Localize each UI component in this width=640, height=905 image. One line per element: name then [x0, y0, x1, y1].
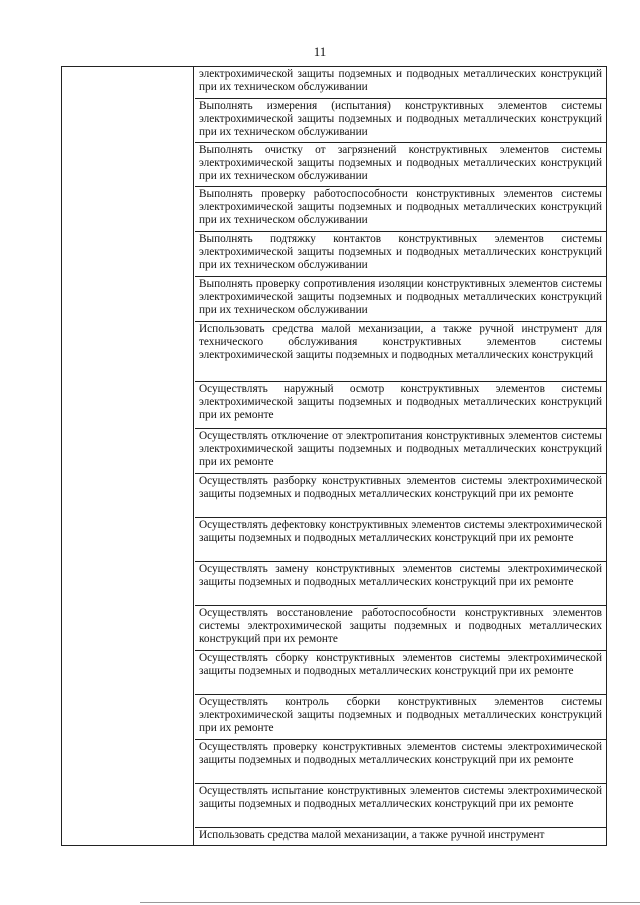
table-row: Осуществлять контроль сборки конструктивных элементов системы электрохимической защиты подземных и подводных металлических конструкций при их ремонте: [195, 695, 606, 740]
table-row: Использовать средства малой механизации, а также ручной инструмент для технического обслуживания конструктивных элементов системы электрохимической защиты подземных и подводных металлических конструкций: [195, 322, 606, 382]
table-row: Осуществлять дефектовку конструктивных элементов системы электрохимической защиты подземных и подводных металлических конструкций при их ремонте: [195, 518, 606, 562]
table-row: Осуществлять проверку конструктивных элементов системы электрохимической защиты подземных и подводных металлических конструкций при их ремонте: [195, 740, 606, 784]
table-row: Выполнять очистку от загрязнений конструктивных элементов системы электрохимической защиты подземных и подводных металлических конструкций при их техническом обслуживании: [195, 143, 606, 187]
table-row: Осуществлять сборку конструктивных элементов системы электрохимической защиты подземных и подводных металлических конструкций при их ремонте: [195, 651, 606, 695]
table-row: Выполнять проверку работоспособности конструктивных элементов системы электрохимической защиты подземных и подводных металлических конструкций при их техническом обслуживании: [195, 187, 606, 232]
table-rows: [195, 67, 606, 844]
table-row: электрохимической защиты подземных и подводных металлических конструкций при их техническом обслуживании: [195, 67, 606, 99]
table-row: Осуществлять разборку конструктивных элементов системы электрохимической защиты подземных и подводных металлических конструкций при их ремонте: [195, 474, 606, 518]
page-number: 11: [313, 44, 327, 59]
requirements-table: [61, 66, 607, 846]
page-edge-line: [140, 902, 640, 903]
table-row: Осуществлять восстановление работоспособности конструктивных элементов системы электрохимической защиты подземных и подводных металлических конструкций при их ремонте: [195, 606, 606, 651]
table-row: Использовать средства малой механизации, а также ручной инструмент: [199, 829, 545, 841]
table-row: Выполнять подтяжку контактов конструктивных элементов системы электрохимической защиты подземных и подводных металлических конструкций при их техническом обслуживании: [195, 232, 606, 277]
table-row: Выполнять проверку сопротивления изоляции конструктивных элементов системы электрохимической защиты подземных и подводных металлических конструкций при их техническом обслуживании: [195, 277, 606, 322]
table-row: Выполнять измерения (испытания) конструктивных элементов системы электрохимической защиты подземных и подводных металлических конструкций при их техническом обслуживании: [195, 99, 606, 143]
table-row: Осуществлять наружный осмотр конструктивных элементов системы электрохимической защиты подземных и подводных металлических конструкций при их ремонте: [195, 382, 606, 429]
table-row: Осуществлять замену конструктивных элементов системы электрохимической защиты подземных и подводных металлических конструкций при их ремонте: [195, 562, 606, 606]
table-row: Осуществлять отключение от электропитания конструктивных элементов системы электрохимической защиты подземных и подводных металлических конструкций при их ремонте: [195, 429, 606, 474]
table-left-column: [62, 67, 194, 845]
table-row: Осуществлять испытание конструктивных элементов системы электрохимической защиты подземных и подводных металлических конструкций при их ремонте: [195, 784, 606, 828]
